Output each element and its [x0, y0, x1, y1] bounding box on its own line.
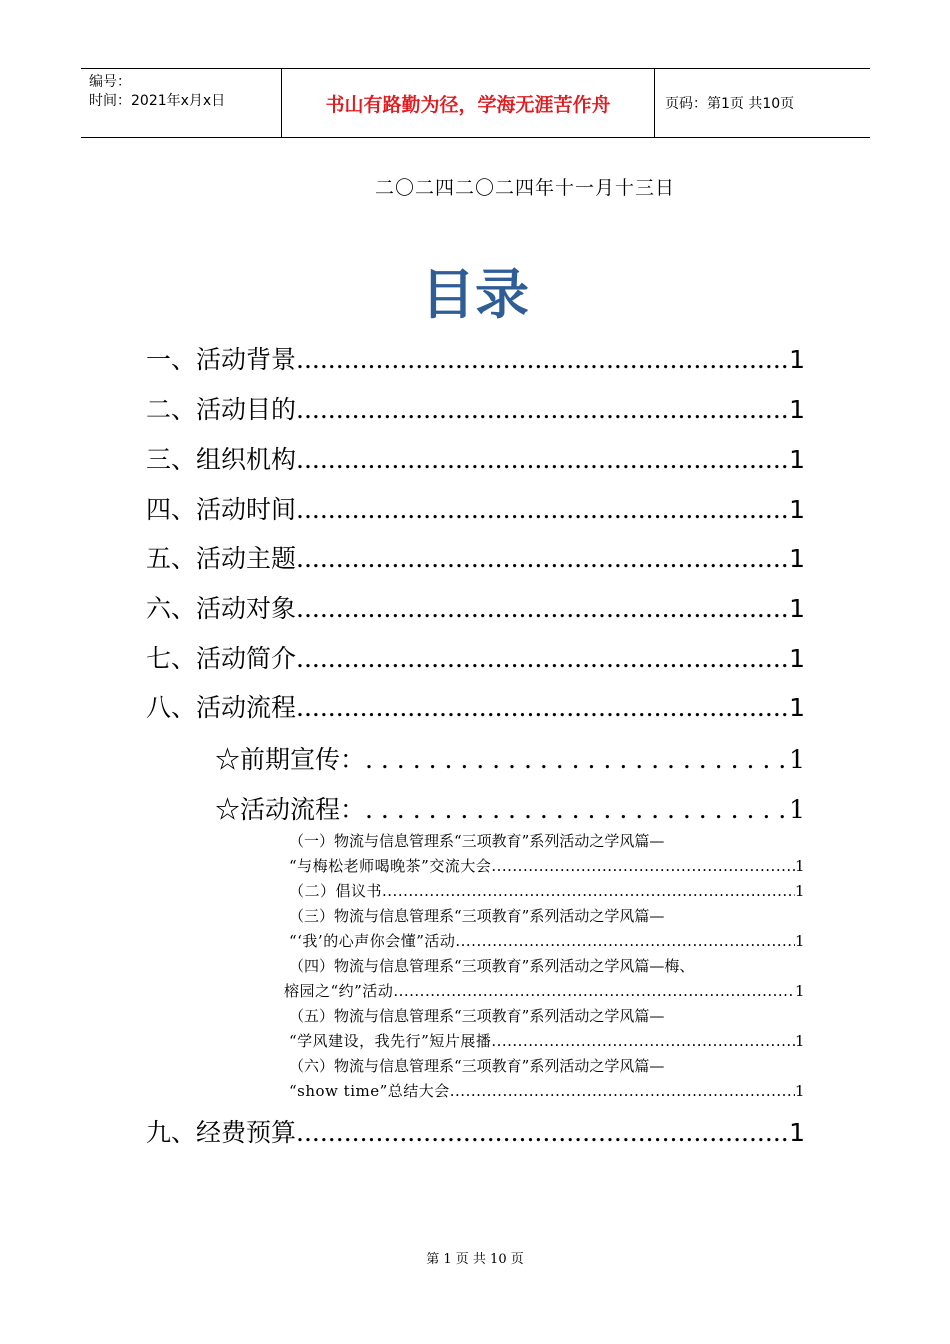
- toc-leader-dots: [296, 544, 789, 573]
- toc-item-label: “学风建设，我先行”短片展播: [289, 1032, 492, 1050]
- toc-entry-label: 一、活动背景: [146, 345, 297, 374]
- toc-item-label: （二）倡议书: [289, 882, 383, 900]
- toc-leader-dots: [450, 1082, 795, 1100]
- toc-leader-dots: [296, 395, 789, 424]
- toc-item-label: “show time”总结大会: [289, 1082, 450, 1100]
- toc-leader-dots: [491, 1032, 795, 1050]
- toc-leader-dots: [455, 932, 795, 950]
- toc-leader-dots: [296, 594, 789, 623]
- toc-item-label: “与梅松老师喝晚茶”交流大会: [289, 857, 492, 875]
- toc-item[interactable]: [289, 855, 805, 877]
- toc-item-label: “‘我’的心声你会懂”活动: [289, 932, 456, 950]
- toc-item-line: （五）物流与信息管理系“三项教育”系列活动之学风篇—: [289, 1007, 665, 1025]
- toc-leader-dots: [296, 445, 789, 474]
- toc-entry-page: 1: [789, 693, 805, 722]
- toc-item-line: （三）物流与信息管理系“三项教育”系列活动之学风篇—: [289, 907, 665, 925]
- toc-entry-page: 1: [789, 395, 805, 424]
- toc-item[interactable]: [289, 930, 805, 952]
- toc-entry[interactable]: [146, 390, 805, 424]
- toc-entry[interactable]: [146, 539, 805, 573]
- toc-item-page: 1: [794, 882, 805, 900]
- toc-entry[interactable]: [146, 490, 805, 524]
- toc-entry[interactable]: [146, 340, 805, 374]
- toc-entry-page: 1: [789, 544, 805, 573]
- toc-entry[interactable]: [146, 639, 805, 673]
- toc-entry-label: 四、活动时间: [146, 495, 297, 524]
- toc-subentry-label: ☆活动流程：: [215, 795, 366, 824]
- toc-entry-label: 三、组织机构: [146, 445, 297, 474]
- toc-item-label: 榕园之“约”活动: [284, 982, 394, 1000]
- toc-entry-label: 六、活动对象: [146, 594, 297, 623]
- toc-leader-dots: [296, 345, 789, 374]
- toc-item-line: （四）物流与信息管理系“三项教育”系列活动之学风篇—梅、: [289, 957, 695, 975]
- toc-leader-dots: [491, 857, 795, 875]
- toc-item[interactable]: [289, 1030, 805, 1052]
- toc-subentry[interactable]: [215, 740, 805, 774]
- toc-item-page: 1: [794, 932, 805, 950]
- toc-leader-dots: [365, 745, 789, 774]
- header-page-info: 页码：第1页 共10页: [665, 96, 795, 112]
- toc-subentry-page: 1: [789, 795, 805, 824]
- toc-item-line: （六）物流与信息管理系“三项教育”系列活动之学风篇—: [289, 1057, 665, 1075]
- toc-item-page: 1: [794, 982, 805, 1000]
- toc-leader-dots: [296, 1118, 789, 1147]
- document-time-label: 时间：2021年x月x日: [89, 93, 226, 109]
- toc-entry[interactable]: [146, 440, 805, 474]
- toc-entry[interactable]: [146, 1113, 805, 1147]
- toc-leader-dots: [393, 982, 795, 1000]
- toc-entry-page: 1: [789, 594, 805, 623]
- toc-entry-page: 1: [789, 495, 805, 524]
- toc-entry-label: 二、活动目的: [146, 395, 297, 424]
- toc-subentry-page: 1: [789, 745, 805, 774]
- toc-leader-dots: [296, 644, 789, 673]
- toc-leader-dots: [382, 882, 795, 900]
- toc-entry-label: 八、活动流程: [146, 693, 297, 722]
- toc-subentry[interactable]: [215, 790, 805, 824]
- toc-item-page: 1: [794, 1082, 805, 1100]
- toc-item-page: 1: [794, 857, 805, 875]
- toc-title: 目录: [421, 263, 529, 326]
- page-footer: 第 1 页 共 10 页: [426, 1252, 524, 1267]
- toc-entry[interactable]: [146, 589, 805, 623]
- toc-leader-dots: [296, 693, 789, 722]
- toc-leader-dots: [365, 795, 789, 824]
- toc-subentry-label: ☆前期宣传：: [215, 745, 366, 774]
- toc-entry-page: 1: [789, 345, 805, 374]
- toc-item[interactable]: [289, 1080, 805, 1102]
- toc-item[interactable]: [289, 880, 805, 902]
- toc-entry-page: 1: [789, 1118, 805, 1147]
- toc-entry[interactable]: [146, 688, 805, 722]
- toc-item[interactable]: [284, 980, 805, 1002]
- toc-entry-page: 1: [789, 644, 805, 673]
- toc-entry-label: 七、活动简介: [146, 644, 297, 673]
- header-meta: [81, 69, 282, 137]
- document-number-label: 编号：: [89, 74, 131, 90]
- toc-entry-label: 五、活动主题: [146, 544, 297, 573]
- toc-entry-label: 九、经费预算: [146, 1118, 297, 1147]
- toc-leader-dots: [296, 495, 789, 524]
- toc-item-page: 1: [794, 1032, 805, 1050]
- header-motto: 书山有路勤为径，学海无涯苦作舟: [282, 69, 655, 137]
- toc-item-line: （一）物流与信息管理系“三项教育”系列活动之学风篇—: [289, 832, 665, 850]
- document-date: 二〇二四二〇二四年十一月十三日: [375, 177, 676, 199]
- page-header: [81, 68, 870, 138]
- toc-entry-page: 1: [789, 445, 805, 474]
